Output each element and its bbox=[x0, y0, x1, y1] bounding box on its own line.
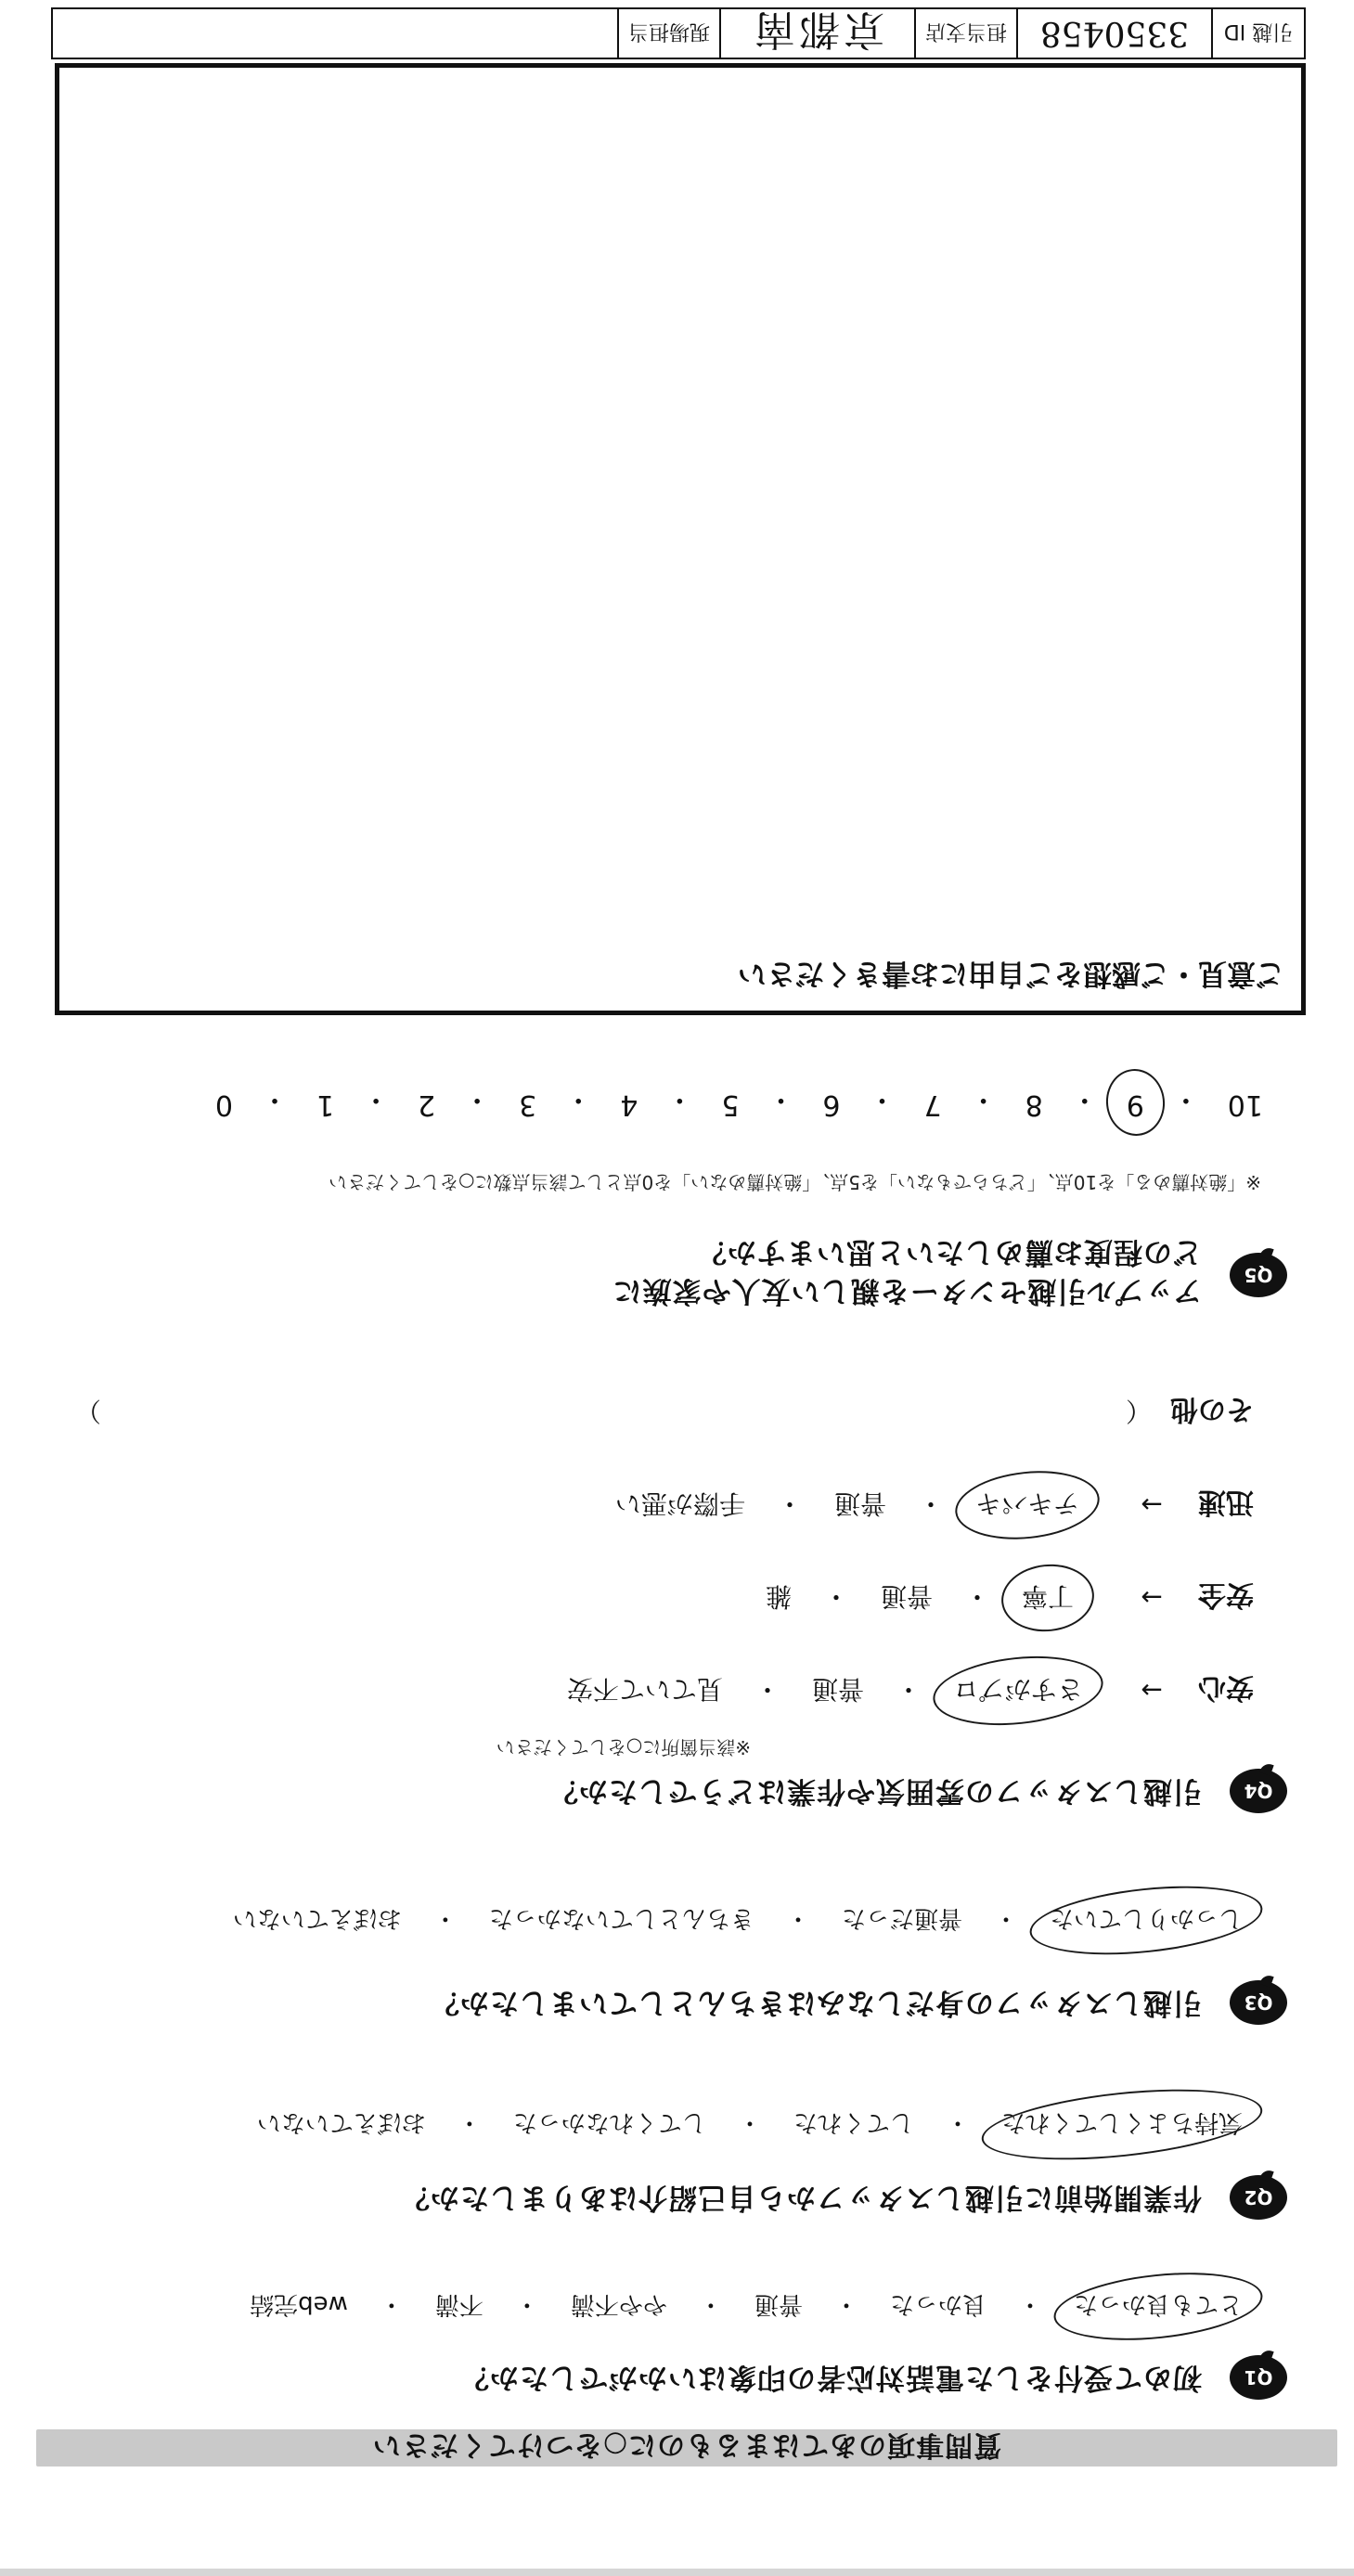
q4-option[interactable]: 普通 bbox=[880, 1581, 933, 1612]
q3-option[interactable]: きちんとしていなかった bbox=[488, 1904, 754, 1932]
q5-text-block bbox=[613, 1232, 1202, 1310]
q5-text-line1: アップル引越センターを親しい友人や家族に bbox=[612, 1274, 1202, 1307]
comments-box[interactable] bbox=[55, 63, 1306, 1015]
scale-option[interactable]: 7 bbox=[923, 1088, 942, 1121]
q4-option[interactable]: 普通 bbox=[811, 1674, 864, 1705]
q4-option[interactable]: テキパキ bbox=[968, 1485, 1087, 1526]
comments-title: ご意見・ご感想をご自由にお書きください bbox=[738, 957, 1284, 990]
scale-option[interactable]: 3 bbox=[519, 1088, 537, 1121]
q4-option[interactable]: さすがプロ bbox=[946, 1670, 1090, 1711]
scale-option-selected[interactable]: 9 bbox=[1119, 1082, 1152, 1123]
q4-option[interactable]: 見ていて不安 bbox=[566, 1674, 723, 1705]
q3-options: しっかりしていた ・ 普通だった ・ きちんとしていなかった ・ おぼえていない bbox=[226, 1901, 1250, 1939]
q3-option[interactable]: しっかりしていた bbox=[1042, 1901, 1250, 1939]
id-value: 3350458 bbox=[1016, 9, 1211, 58]
scale-option[interactable]: 8 bbox=[1025, 1088, 1043, 1121]
id-label: 引越 ID bbox=[1211, 9, 1304, 58]
q2-options: 気持ちよくしてくれた ・ してくれた ・ してくれなかった ・ おぼえていない bbox=[250, 2106, 1250, 2144]
q1-row bbox=[459, 2355, 1287, 2400]
q1-text: 初めて受付をした電話対応者の印象はいかがでしたか？ bbox=[459, 2361, 1202, 2394]
q4-other-close: ） bbox=[75, 1396, 102, 1426]
q1-option[interactable]: 普通 bbox=[754, 2290, 803, 2318]
q3-option[interactable]: おぼえていない bbox=[232, 1904, 402, 1932]
id-table bbox=[51, 7, 1306, 59]
q5-note: ※「絶対薦める」を10点、「どちらでもない」を5点、「絶対薦めない」を0点として該当点数に○をしてください bbox=[329, 1171, 1261, 1193]
q2-option[interactable]: してくれた bbox=[793, 2108, 914, 2136]
scale-option[interactable]: 0 bbox=[214, 1088, 233, 1121]
instruction-header: 質問事項のあてはまるものに○をつけてください bbox=[36, 2429, 1337, 2467]
lead-value bbox=[53, 9, 617, 58]
q4-option[interactable]: 丁寧 bbox=[1014, 1578, 1081, 1618]
q4-row-anshin: 安心 → さすがプロ ・ 普通 ・ 見ていて不安 bbox=[560, 1670, 1254, 1711]
q1-option[interactable]: 不満 bbox=[434, 2290, 484, 2318]
q5-badge: Q5 bbox=[1230, 1253, 1287, 1297]
q1-option[interactable]: 良かった bbox=[889, 2290, 986, 2318]
scale-option[interactable]: 4 bbox=[620, 1088, 638, 1121]
branch-value-text: 京都南 bbox=[751, 6, 884, 53]
q2-option[interactable]: 気持ちよくしてくれた bbox=[994, 2106, 1250, 2144]
q4-option[interactable]: 手際が悪い bbox=[614, 1488, 745, 1519]
q1-option[interactable]: web完結 bbox=[250, 2290, 348, 2318]
q3-option[interactable]: 普通だった bbox=[841, 1904, 962, 1932]
q2-row bbox=[400, 2175, 1287, 2220]
q3-badge: Q3 bbox=[1230, 1980, 1287, 2025]
top-margin bbox=[0, 2569, 1354, 2576]
q2-option[interactable]: してくれなかった bbox=[512, 2108, 706, 2136]
q5-scale: 10 ・ 9 ・ 8 ・ 7 ・ 6 ・ 5 ・ 4 ・ 3 ・ 2 ・ 1 ・ 0 bbox=[208, 1082, 1270, 1123]
arrow-icon: → bbox=[1141, 1489, 1163, 1521]
q4-note: ※該当箇所に○をしてください bbox=[496, 1736, 751, 1758]
scale-option[interactable]: 6 bbox=[822, 1088, 841, 1121]
q4-row-label: 安全 bbox=[1198, 1578, 1254, 1611]
q2-text: 作業開始前に引越しスタッフから自己紹介はありましたか？ bbox=[400, 2181, 1202, 2214]
q4-other-label: その他 bbox=[1170, 1393, 1254, 1425]
scale-option[interactable]: 2 bbox=[418, 1088, 436, 1121]
scale-option[interactable]: 5 bbox=[721, 1088, 740, 1121]
q4-row-label: 迅速 bbox=[1198, 1486, 1254, 1518]
q1-option[interactable]: やや不満 bbox=[570, 2290, 667, 2318]
q4-option[interactable]: 雑 bbox=[765, 1581, 792, 1612]
q5-text-line2: どの程度お薦めしたいと思いますか？ bbox=[697, 1235, 1202, 1269]
q4-row-anzen: 安全 → 丁寧 ・ 普通 ・ 雑 bbox=[758, 1578, 1254, 1618]
q5-row bbox=[613, 1232, 1287, 1310]
q4-row bbox=[548, 1769, 1287, 1813]
branch-label: 担当支店 bbox=[914, 9, 1016, 58]
q4-badge: Q4 bbox=[1230, 1769, 1287, 1813]
q1-option[interactable]: とても良かった bbox=[1066, 2287, 1250, 2325]
q4-option[interactable]: 普通 bbox=[833, 1488, 886, 1519]
q4-other-row bbox=[75, 1392, 1254, 1433]
lead-label: 現場担当 bbox=[617, 9, 719, 58]
q3-row bbox=[430, 1980, 1287, 2025]
q3-text: 引越しスタッフの身だしなみはきちんとしていましたか？ bbox=[430, 1986, 1202, 2019]
q1-options: とても良かった ・ 良かった ・ 普通 ・ やや不満 ・ 不満 ・ web完結 bbox=[242, 2287, 1250, 2325]
scale-option[interactable]: 1 bbox=[316, 1088, 335, 1121]
q2-option[interactable]: おぼえていない bbox=[256, 2108, 426, 2136]
q4-text: 引越しスタッフの雰囲気や作業はどうでしたか？ bbox=[548, 1774, 1202, 1808]
q4-row-label: 安心 bbox=[1198, 1671, 1254, 1704]
q4-row-jinsoku: 迅速 → テキパキ ・ 普通 ・ 手際が悪い bbox=[608, 1485, 1254, 1526]
branch-value-handwritten bbox=[719, 6, 914, 58]
arrow-icon: → bbox=[1141, 1582, 1163, 1614]
arrow-icon: → bbox=[1141, 1675, 1163, 1707]
q1-badge: Q1 bbox=[1230, 2355, 1287, 2400]
q4-other-open: （ bbox=[1125, 1396, 1152, 1426]
scale-option[interactable]: 10 bbox=[1227, 1088, 1263, 1121]
q2-badge: Q2 bbox=[1230, 2175, 1287, 2220]
